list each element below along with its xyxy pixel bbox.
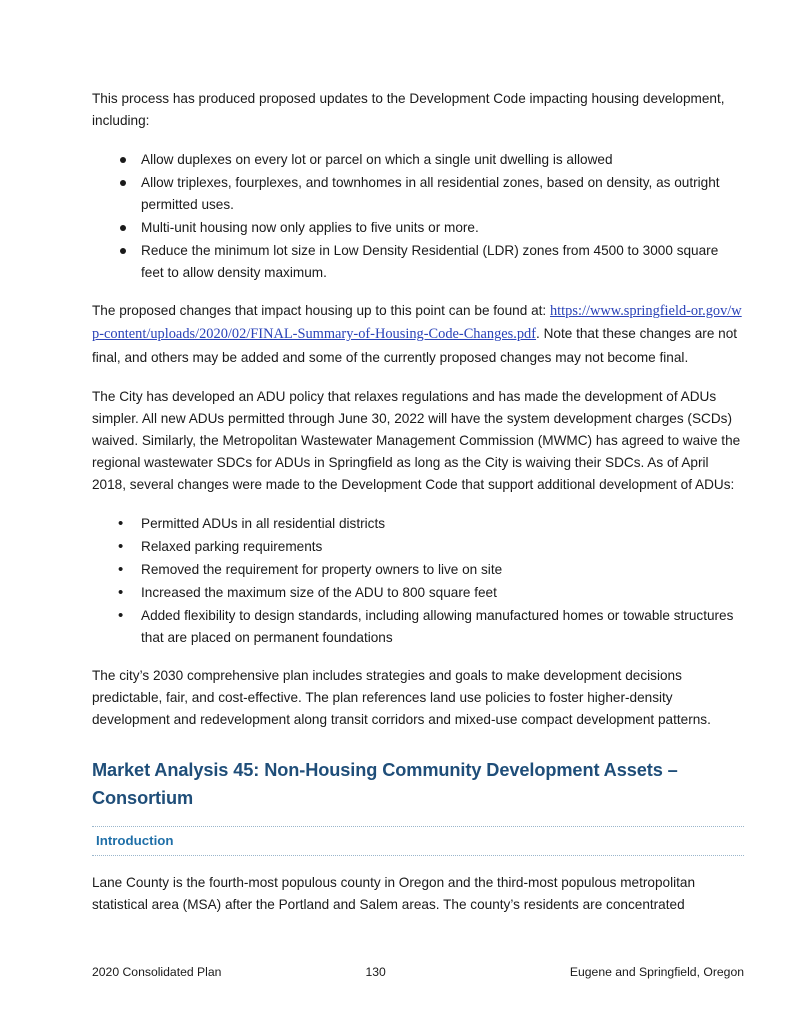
housing-code-changes-link[interactable]: https://www.springfield-or.gov/wp-content/uploads/2020/02/FINAL-Summary-of-Housing-Code-Changes.pdf [92, 303, 742, 343]
list-item: Reduce the minimum lot size in Low Density Residential (LDR) zones from 4500 to 3000 square feet to allow density maximum. [92, 240, 744, 284]
footer-page-number: 130 [365, 965, 386, 979]
list-item: • Permitted ADUs in all residential districts [92, 513, 744, 535]
adu-changes-list [92, 513, 744, 649]
proposed-changes-text-before: The proposed changes that impact housing up to this point can be found at: [92, 303, 550, 319]
subsection-title: Introduction [92, 826, 744, 856]
intro-paragraph: This process has produced proposed updates to the Development Code impacting housing development, including: [92, 91, 725, 129]
page-footer [92, 965, 744, 979]
list-item: Allow triplexes, fourplexes, and townhomes in all residential zones, based on density, as outright permitted uses. [92, 172, 744, 216]
list-item: Allow duplexes on every lot or parcel on which a single unit dwelling is allowed [92, 149, 744, 171]
comprehensive-plan-paragraph: The city’s 2030 comprehensive plan includes strategies and goals to make development decisions predictable, fair, and cost-effective. The plan references land use policies to foster higher-density development and redevelopment along transit corridors and mixed-use compact development patterns. [92, 667, 711, 727]
adu-policy-paragraph: The City has developed an ADU policy that relaxes regulations and has made the development of ADUs simpler. All new ADUs permitted through June 30, 2022 will have the system development charges (SCDs) waived. Similarly, the Metropolitan Wastewater Management Commission (MWMC) has agreed to waive the regional wastewater SDCs for ADUs in Springfield as long as the City is waiving their SDCs. As of April 2018, several changes were made to the Development Code that support additional development of ADUs: [92, 388, 741, 492]
footer-left-text: 2020 Consolidated Plan [92, 965, 222, 979]
list-item: • Relaxed parking requirements [92, 536, 744, 558]
lane-county-paragraph: Lane County is the fourth-most populous county in Oregon and the third-most populous metropolitan statistical area (MSA) after the Portland and Salem areas. The county’s residents are concentrated [92, 875, 696, 913]
footer-right-text: Eugene and Springfield, Oregon [569, 965, 744, 979]
code-updates-list [92, 149, 744, 284]
list-item: • Added flexibility to design standards, including allowing manufactured homes or towable structures that are placed on permanent foundations [92, 605, 744, 649]
list-item: • Increased the maximum size of the ADU to 800 square feet [92, 582, 744, 604]
list-item: Multi-unit housing now only applies to five units or more. [92, 217, 744, 239]
proposed-changes-paragraph [92, 300, 744, 369]
page-title: Market Analysis 45: Non-Housing Community Development Assets – Consortium [92, 760, 678, 808]
list-item: • Removed the requirement for property owners to live on site [92, 559, 744, 581]
proposed-changes-text-after: . Note that these changes are not final, and others may be added and some of the currently proposed changes may not become final. [92, 326, 738, 365]
